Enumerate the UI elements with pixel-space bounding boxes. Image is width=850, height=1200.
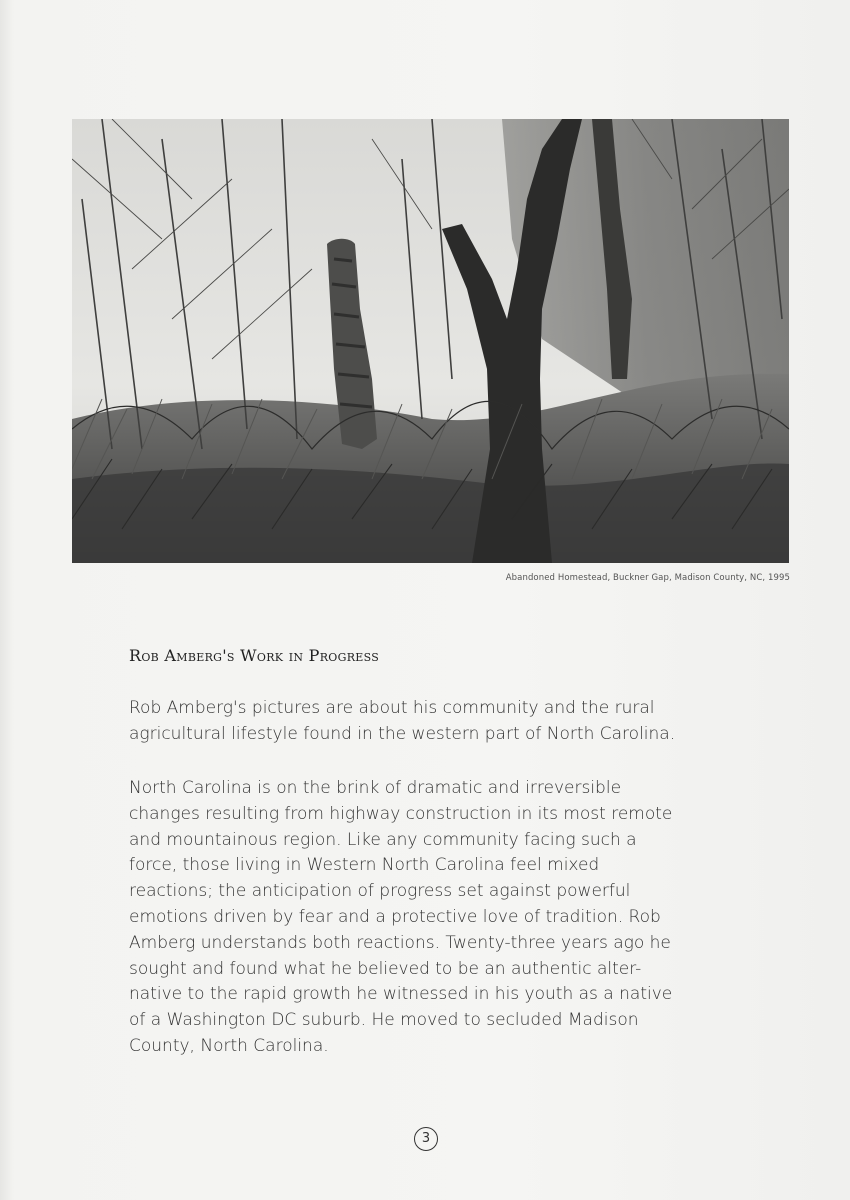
text-line: Rob Amberg's pictures are about his community and the rural [129,698,655,718]
text-line: and mountainous region. Like any community facing such a [129,829,637,850]
text-line: sought and found what he believed to be an authentic alter- [129,958,642,979]
text-line: Amberg understands both reactions. Twenty-three years ago he [129,932,671,953]
page-number: 3 [414,1127,438,1151]
article-heading: Rob Amberg's Work in Progress [129,646,380,665]
photo-caption: Abandoned Homestead, Buckner Gap, Madison County, NC, 1995 [505,573,790,583]
landscape-photo [72,119,789,563]
text-line: force, those living in Western North Carolina feel mixed [129,855,600,876]
body-paragraph [129,776,729,1060]
intro-paragraph [129,696,729,748]
text-line: emotions driven by fear and a protective love of tradition. Rob [129,906,661,927]
text-line: of a Washington DC suburb. He moved to secluded Madison [129,1010,639,1031]
text-line: native to the rapid growth he witnessed in his youth as a native [129,984,673,1005]
text-line: reactions; the anticipation of progress set against powerful [129,881,631,902]
text-line: North Carolina is on the brink of dramatic and irreversible [129,778,622,798]
text-line: changes resulting from highway construction in its most remote [129,803,673,824]
text-line: County, North Carolina. [129,1035,329,1056]
text-line: agricultural lifestyle found in the western part of North Carolina. [129,723,676,744]
